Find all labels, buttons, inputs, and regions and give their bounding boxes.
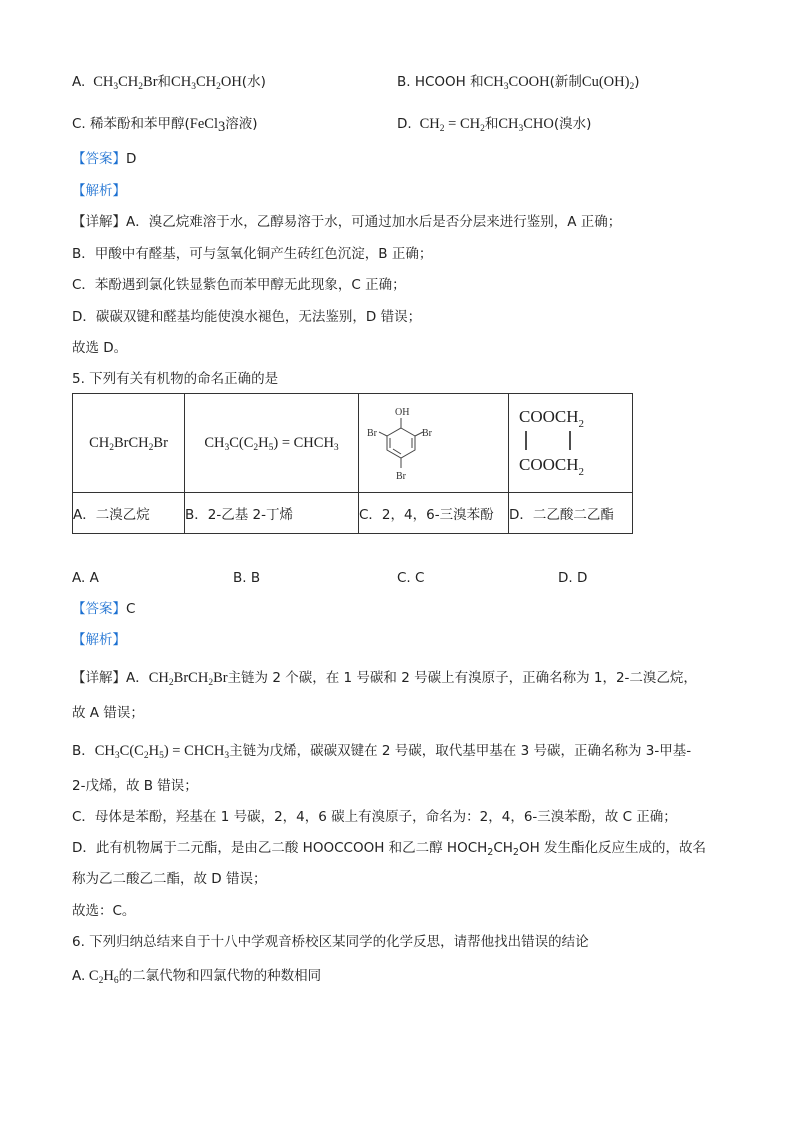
option-6a: A. $C_2H_6$的二氯代物和四氯代物的种数相同	[72, 968, 322, 986]
analysis-5-c: C．母体是苯酚，羟基在 1 号碳，2，4，6 碳上有溴原子，命名为：2，4，6-三溴苯酚，故 C 正确；	[72, 809, 677, 825]
analysis-4-line-1: 【详解】A．溴乙烷难溶于水，乙醇易溶于水，可通过加水后是否分层来进行鉴别，A 正确；	[72, 214, 622, 230]
structure-a: $CH_2BrCH_2Br$	[73, 394, 185, 493]
answer-4: 【答案】D	[72, 151, 137, 167]
analysis-4-line-3: C．苯酚遇到氯化铁显紫色而苯甲醇无此现象，C 正确；	[72, 277, 406, 293]
tribromophenol-structure	[359, 394, 508, 488]
option-4a: A. $CH_3CH_2Br$和$CH_3CH_2OH$(水)	[72, 74, 266, 92]
answer-5: 【答案】C	[72, 601, 136, 617]
br-label-right: Br	[422, 428, 432, 439]
analysis-5-b: B．$CH_3C(C_2H_5)$ = $CHCH_3$主链为戊烯，碳碳双键在 2 号碳，取代基甲基在 3 号碳，正确名称为 3-甲基-	[72, 743, 692, 761]
name-c: C．2，4，6-三溴苯酚	[359, 493, 509, 534]
analysis-5-b-cont: 2-戊烯，故 B 错误；	[72, 778, 198, 794]
analysis-5-tag: 【解析】	[72, 632, 126, 648]
analysis-5-d-2: 称为乙二酸乙二酯，故 D 错误；	[72, 871, 267, 887]
analysis-5-a-cont: 故 A 错误；	[72, 705, 144, 721]
structure-b: $CH_3C(C_2H_5)$ = $CHCH_3$	[185, 394, 359, 493]
name-b: B．2-乙基 2-丁烯	[185, 493, 359, 534]
structure-c	[359, 394, 509, 493]
oh-label: OH	[395, 407, 410, 418]
question-6-stem: 6. 下列归纳总结来自于十八中学观音桥校区某同学的化学反思，请帮他找出错误的结论	[72, 934, 589, 950]
structure-d	[509, 394, 633, 493]
analysis-5-d-1: D．此有机物属于二元酯，是由乙二酸 HOOCCOOH 和乙二醇 $HOCH_2CH_2OH$ 发生酯化反应生成的，故名	[72, 840, 707, 858]
diethylene-oxalate-structure	[509, 394, 632, 488]
svg-text:COOCH2: $COOCH_2$	[519, 407, 585, 430]
analysis-4-tag: 【解析】	[72, 183, 126, 199]
br-label-bottom: Br	[396, 471, 406, 482]
analysis-5-end: 故选：C。	[72, 903, 136, 919]
question-5-table	[72, 393, 633, 534]
name-a: A．二溴乙烷	[73, 493, 185, 534]
choice-b: B. B	[233, 570, 261, 586]
option-4c: C. 稀苯酚和苯甲醇(FeCl$_3$溶液)	[72, 116, 258, 135]
br-label-left: Br	[367, 428, 377, 439]
analysis-4-line-5: 故选 D。	[72, 340, 128, 356]
choice-d: D. D	[558, 570, 588, 586]
choice-a: A. A	[72, 570, 99, 586]
svg-text:COOCH2: $COOCH_2$	[519, 455, 585, 478]
analysis-5-a: 【详解】A．$CH_2BrCH_2Br$主链为 2 个碳，在 1 号碳和 2 号碳上有溴原子，正确名称为 1，2-二溴乙烷，	[72, 670, 697, 688]
question-5-stem: 5. 下列有关有机物的命名正确的是	[72, 371, 279, 387]
analysis-4-line-4: D．碳碳双键和醛基均能使溴水褪色，无法鉴别，D 错误；	[72, 309, 422, 325]
option-4d: D. $CH_2 = CH_2$和$CH_3CHO$(溴水)	[397, 116, 592, 134]
name-d: D．二乙酸二乙酯	[509, 493, 633, 534]
analysis-4-line-2: B．甲酸中有醛基，可与氢氧化铜产生砖红色沉淀，B 正确；	[72, 246, 433, 262]
option-4b: B. HCOOH 和$CH_3COOH$(新制$Cu(OH)_2$)	[397, 74, 640, 92]
choice-c: C. C	[397, 570, 425, 586]
